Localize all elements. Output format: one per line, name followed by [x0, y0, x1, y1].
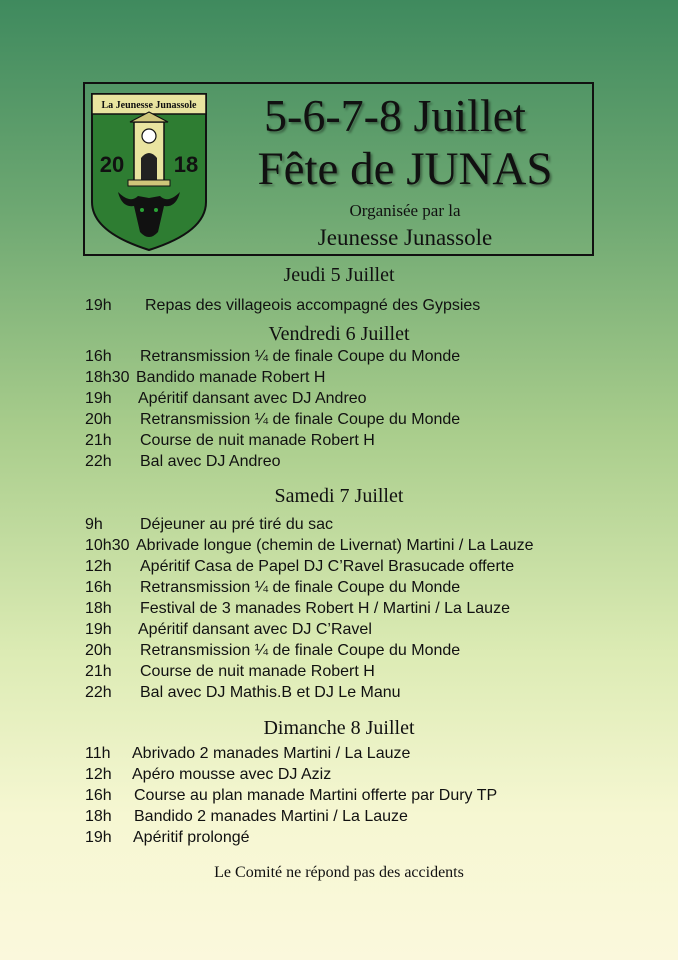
event-row [85, 535, 665, 556]
event-desc: Bandido 2 manades Martini / La Lauze [134, 808, 408, 825]
event-row [85, 743, 665, 764]
event-time: 19h [85, 390, 112, 407]
event-time: 19h [85, 621, 112, 638]
event-row [85, 367, 665, 388]
event-row [85, 388, 665, 409]
event-desc: Abrivade longue (chemin de Livernat) Martini / La Lauze [136, 537, 534, 554]
event-time: 16h [85, 787, 112, 804]
event-desc: Retransmission ¼ de finale Coupe du Monde [140, 642, 461, 659]
day-title-dimanche: Dimanche 8 Juillet [263, 717, 415, 739]
event-time: 18h [85, 808, 112, 825]
event-time: 18h [85, 600, 112, 617]
event-desc: Course de nuit manade Robert H [140, 663, 375, 680]
events-jeudi [85, 295, 665, 316]
event-desc: Apéritif dansant avec DJ Andreo [138, 390, 367, 407]
event-row [85, 598, 665, 619]
event-desc: Course au plan manade Martini offerte par Dury TP [134, 787, 498, 804]
disclaimer: Le Comité ne répond pas des accidents [214, 864, 464, 881]
event-desc: Course de nuit manade Robert H [140, 432, 375, 449]
event-desc: Apéro mousse avec DJ Aziz [132, 766, 332, 783]
event-time: 21h [85, 432, 112, 449]
event-desc: Repas des villageois accompagné des Gypsies [145, 297, 481, 314]
event-desc: Apéritif prolongé [133, 829, 250, 846]
event-time: 18h30 [85, 369, 130, 386]
event-desc: Abrivado 2 manades Martini / La Lauze [132, 745, 411, 762]
day-title-samedi: Samedi 7 Juillet [274, 485, 404, 507]
event-desc: Retransmission ¼ de finale Coupe du Monde [140, 411, 461, 428]
event-time: 22h [85, 453, 112, 470]
header-box [83, 82, 594, 256]
event-row [85, 577, 665, 598]
event-time: 12h [85, 766, 112, 783]
event-row [85, 764, 665, 785]
event-time: 16h [85, 348, 112, 365]
event-row [85, 682, 665, 703]
event-row [85, 430, 665, 451]
event-time: 20h [85, 642, 112, 659]
event-desc: Bandido manade Robert H [136, 369, 326, 386]
event-desc: Apéritif Casa de Papel DJ C’Ravel Brasucade offerte [140, 558, 515, 575]
jeunesse-junassole-logo [90, 92, 208, 252]
festival-dates: 5-6-7-8 Juillet [264, 90, 526, 141]
event-row [85, 619, 665, 640]
event-row [85, 640, 665, 661]
events-vendredi [85, 346, 665, 472]
event-desc: Bal avec DJ Andreo [140, 453, 281, 470]
event-desc: Déjeuner au pré tiré du sac [140, 516, 333, 533]
event-desc: Retransmission ¼ de finale Coupe du Monde [140, 348, 461, 365]
day-title-vendredi: Vendredi 6 Juillet [268, 323, 410, 345]
festival-title: Fête de JUNAS [257, 143, 553, 195]
event-row [85, 556, 665, 577]
svg-text:18: 18 [173, 152, 199, 177]
event-time: 9h [85, 516, 103, 533]
day-title-jeudi: Jeudi 5 Juillet [283, 264, 395, 286]
event-row [85, 346, 665, 367]
event-desc: Bal avec DJ Mathis.B et DJ Le Manu [140, 684, 401, 701]
events-dimanche [85, 743, 665, 848]
event-time: 20h [85, 411, 112, 428]
event-time: 19h [85, 297, 112, 314]
event-row [85, 827, 665, 848]
crest-icon [90, 92, 208, 252]
event-time: 22h [85, 684, 112, 701]
event-time: 10h30 [85, 537, 130, 554]
event-time: 16h [85, 579, 112, 596]
event-row [85, 409, 665, 430]
organizer-name: Jeunesse Junassole [317, 225, 493, 250]
organized-by-label: Organisée par la [349, 201, 461, 220]
event-row [85, 785, 665, 806]
event-desc: Retransmission ¼ de finale Coupe du Monde [140, 579, 461, 596]
event-desc: Apéritif dansant avec DJ C’Ravel [138, 621, 372, 638]
event-row [85, 451, 665, 472]
svg-text:La Jeunesse Junassole: La Jeunesse Junassole [101, 100, 197, 111]
event-row [85, 806, 665, 827]
event-row [85, 295, 665, 316]
event-time: 19h [85, 829, 112, 846]
event-time: 11h [85, 745, 111, 762]
event-time: 12h [85, 558, 112, 575]
events-samedi [85, 514, 665, 703]
svg-text:20: 20 [99, 152, 125, 177]
event-row [85, 661, 665, 682]
event-time: 21h [85, 663, 112, 680]
event-desc: Festival de 3 manades Robert H / Martini / La Lauze [140, 600, 510, 617]
event-row [85, 514, 665, 535]
